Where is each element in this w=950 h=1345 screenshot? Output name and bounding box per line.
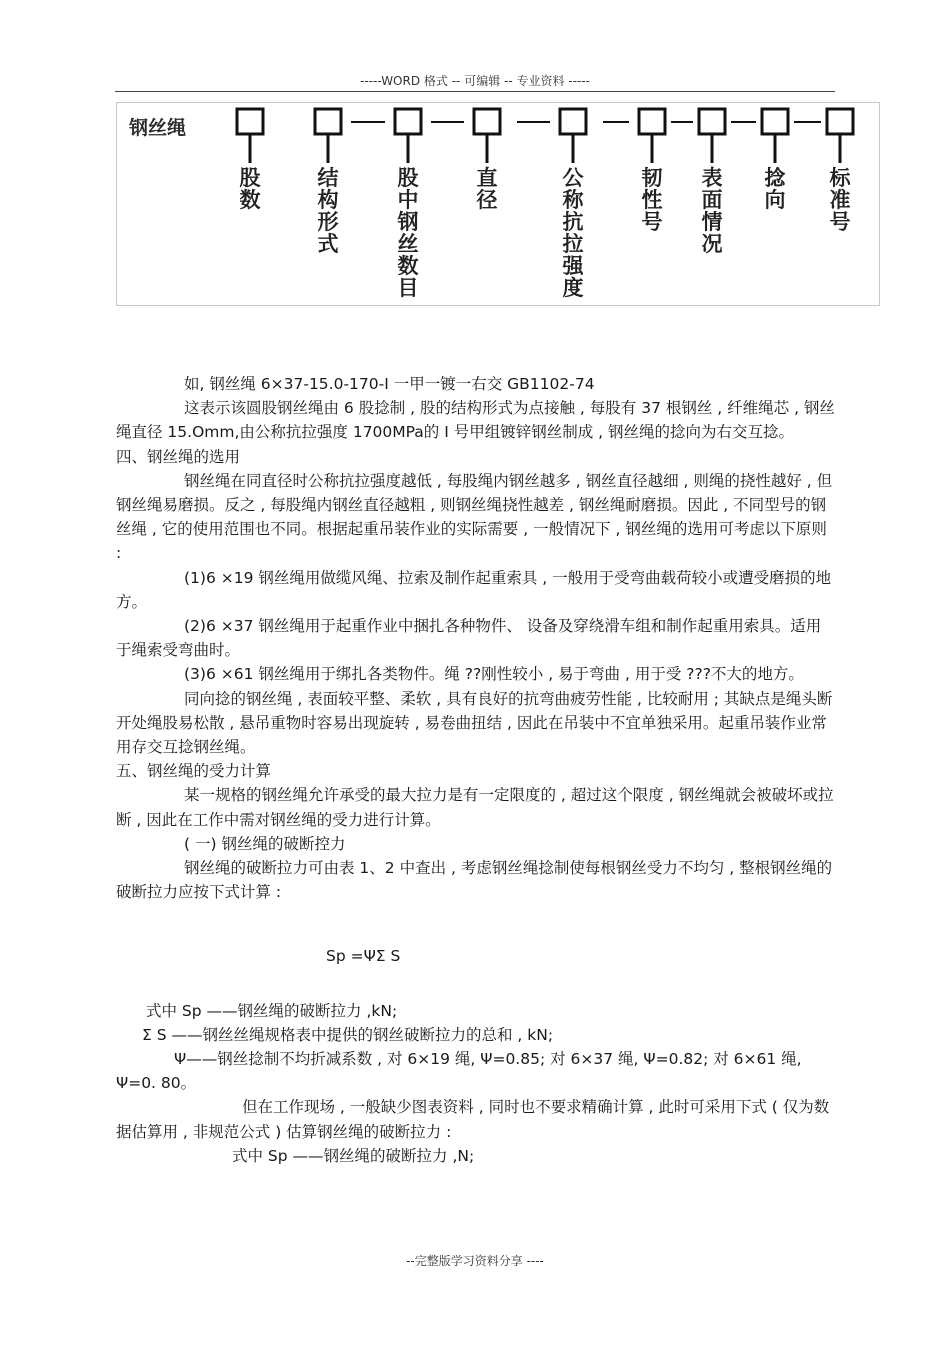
paragraph: 钢丝绳在同直径时公称抗拉强度越低 , 每股绳内钢丝越多 , 钢丝直径越细 , 则绳的挠性越好 , 但钢丝绳易磨损。反之 , 每股绳内钢丝直径越粗 , 则钢丝绳挠性越差 , 钢丝绳耐磨损。因此 , 不同型号的钢丝绳 , 它的使用范围也不同。根据起重吊装作业的实际需要 , 一般情况下 , 钢丝绳的选用可考虑以下原则 : — [116, 471, 833, 563]
field-box — [699, 109, 725, 134]
header-divider — [115, 91, 835, 92]
field-box — [827, 109, 853, 134]
field-box — [474, 109, 500, 134]
subsection-heading: ( 一) 钢丝绳的破断控力 — [184, 834, 346, 853]
example-line: 如, 钢丝绳 6×37-15.0-170-I 一甲一镀一右交 GB1102-74 — [184, 375, 595, 393]
field-box — [639, 109, 665, 134]
paragraph: 某一规格的钢丝绳允许承受的最大拉力是有一定限度的 , 超过这个限度 , 钢丝绳就会被破坏或拉断 , 因此在工作中需对钢丝绳的受力进行计算。 — [116, 786, 834, 829]
list-item: (1)6 ×19 钢丝绳用做缆风绳、拉索及制作起重索具 , 一般用于受弯曲载荷较小或遭受磨损的地方。 — [116, 568, 832, 611]
field-label-tensile-strength: 公称抗拉强度 — [562, 166, 584, 300]
formula: Sp =ΨΣ S — [326, 947, 401, 966]
field-label-lay-direction: 捻向 — [764, 166, 786, 212]
formula-definition: Ψ——钢丝捻制不均折减系数 , 对 6×19 绳, Ψ=0.85; 对 6×37 绳, Ψ=0.82; 对 6×61 绳, Ψ=0. 80。 — [116, 1050, 802, 1093]
body-text — [116, 372, 836, 1168]
formula-definition: Σ S ——钢丝丝绳规格表中提供的钢丝破断拉力的总和 , kN; — [142, 1025, 554, 1044]
diagram-title: 钢丝绳 — [129, 117, 187, 139]
section-heading: 五、钢丝绳的受力计算 — [116, 762, 272, 781]
paragraph: 但在工作现场 , 一般缺少图表资料 , 同时也不要求精确计算 , 此时可采用下式 ( 仅为数据估算用 , 非规范公式 ) 估算钢丝绳的破断拉力 : — [116, 1098, 830, 1141]
field-box — [395, 109, 421, 134]
field-box — [237, 109, 263, 134]
list-item: (3)6 ×61 钢丝绳用于绑扎各类物件。绳 ??刚性较小 , 易于弯曲 , 用于受 ???不大的地方。 — [184, 665, 804, 684]
field-label-surface: 表面情况 — [701, 166, 723, 256]
formula-definition: 式中 Sp ——钢丝绳的破断拉力 ,kN; — [146, 1001, 398, 1020]
formula-definition: 式中 Sp ——钢丝绳的破断拉力 ,N; — [232, 1146, 475, 1165]
paragraph: 这表示该圆股钢丝绳由 6 股捻制 , 股的结构形式为点接触 , 每股有 37 根钢丝 , 纤维绳芯 , 钢丝绳直径 15.Omm,由公称抗拉强度 1700MPa的 I 号甲组镀锌钢丝制成 , 钢丝绳的捻向为右交互捻。 — [116, 399, 835, 442]
field-label-diameter: 直径 — [476, 166, 498, 212]
paragraph: 钢丝绳的破断拉力可由表 1、2 中查出 , 考虑钢丝绳捻制使每根钢丝受力不均匀 , 整根钢丝绳的破断拉力应按下式计算 : — [116, 859, 833, 902]
field-label-structure: 结构形式 — [317, 166, 339, 256]
section-heading: 四、钢丝绳的选用 — [116, 447, 241, 466]
page-footer: --完整版学习资料分享 ---- — [406, 1254, 544, 1268]
paragraph: 同向捻的钢丝绳 , 表面较平整、柔软 , 具有良好的抗弯曲疲劳性能 , 比较耐用 ; 其缺点是绳头断开处绳股易松散 , 悬吊重物时容易出现旋转 , 易卷曲扭结 , 因此在吊装中不宜单独采用。起重吊装作业常用存交互捻钢丝绳。 — [116, 689, 833, 757]
page-header: -----WORD 格式 -- 可编辑 -- 专业资料 ----- — [360, 74, 590, 88]
field-label-wires-per-strand: 股中钢丝数目 — [397, 166, 419, 300]
field-box — [315, 109, 341, 134]
list-item: (2)6 ×37 钢丝绳用于起重作业中捆扎各种物件、 设备及穿绕滑车组和制作起重用索具。适用于绳索受弯曲时。 — [116, 617, 822, 660]
field-box — [560, 109, 586, 134]
wire-rope-designation-diagram — [116, 102, 880, 306]
field-box — [762, 109, 788, 134]
field-label-strand-count: 股数 — [239, 166, 261, 212]
field-label-toughness: 韧性号 — [641, 166, 663, 234]
field-label-standard: 标准号 — [829, 166, 851, 234]
